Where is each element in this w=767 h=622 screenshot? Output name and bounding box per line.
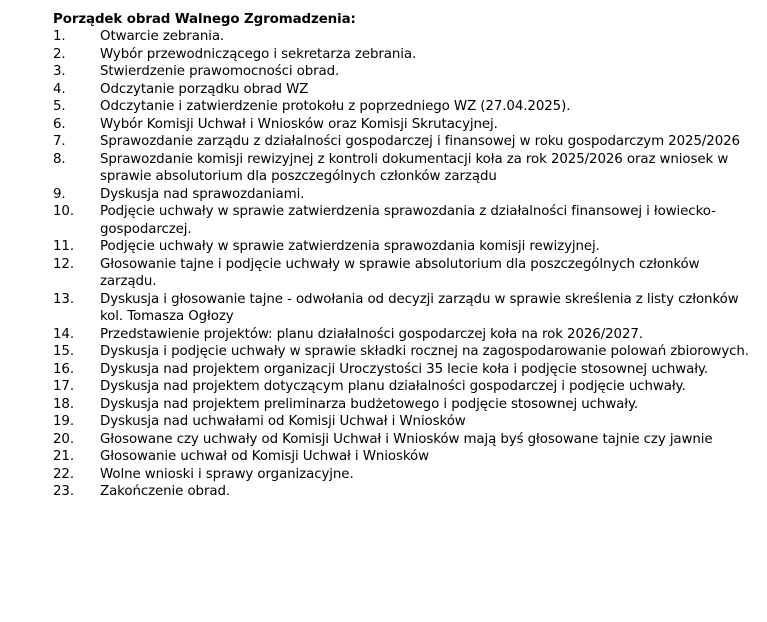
agenda-item <box>53 291 753 326</box>
agenda-item-text: Dyskusja i podjęcie uchwały w sprawie składki rocznej na zagospodarowanie polowań zbiorowych. <box>100 344 749 359</box>
agenda-item <box>53 151 753 186</box>
agenda-item-number: 9. <box>53 186 66 202</box>
agenda-item-text: Głosowanie uchwał od Komisji Uchwał i Wniosków <box>100 449 429 464</box>
agenda-item-number: 22. <box>53 466 74 482</box>
agenda-item <box>53 116 753 134</box>
agenda-item-text: Dyskusja i głosowanie tajne - odwołania od decyzji zarządu w sprawie skreślenia z listy członków kol. Tomasza Ogłozy <box>100 291 739 324</box>
agenda-item <box>53 361 753 379</box>
agenda-item-text: Stwierdzenie prawomocności obrad. <box>100 64 340 79</box>
agenda-list <box>53 28 753 501</box>
agenda-item <box>53 203 753 238</box>
agenda-item-text: Głosowanie tajne i podjęcie uchwały w sprawie absolutorium dla poszczególnych członków zarządu. <box>100 256 700 289</box>
agenda-item-text: Podjęcie uchwały w sprawie zatwierdzenia sprawozdania z działalności finansowej i łowiecko-gospodarczej. <box>100 204 716 237</box>
agenda-item-text: Przedstawienie projektów: planu działalności gospodarczej koła na rok 2026/2027. <box>100 326 643 342</box>
agenda-item <box>53 431 753 449</box>
agenda-item <box>53 186 753 204</box>
agenda-item <box>53 343 753 361</box>
agenda-item <box>53 326 753 344</box>
agenda-item <box>53 46 753 64</box>
agenda-item <box>53 63 753 81</box>
agenda-item <box>53 98 753 116</box>
agenda-item-text: Sprawozdanie komisji rewizyjnej z kontroli dokumentacji koła za rok 2025/2026 oraz wniosek w sprawie absolutorium dla poszczególnych członków zarządu <box>100 151 729 184</box>
agenda-item-number: 13. <box>53 291 74 307</box>
agenda-item <box>53 466 753 484</box>
agenda-item-text: Odczytanie i zatwierdzenie protokołu z poprzedniego WZ (27.04.2025). <box>100 99 571 114</box>
agenda-item-text: Głosowane czy uchwały od Komisji Uchwał i Wniosków mają byś głosowane tajnie czy jawnie <box>100 431 713 447</box>
agenda-item-text: Dyskusja nad projektem dotyczącym planu działalności gospodarczej i podjęcie uchwały. <box>100 379 686 394</box>
agenda-item-number: 11. <box>53 239 74 254</box>
agenda-item <box>53 238 753 256</box>
agenda-item-number: 2. <box>53 46 66 62</box>
agenda-item-text: Podjęcie uchwały w sprawie zatwierdzenia sprawozdania komisji rewizyjnej. <box>100 239 600 254</box>
agenda-item-number: 7. <box>53 134 66 149</box>
agenda-item-number: 1. <box>53 29 66 44</box>
agenda-item <box>53 28 753 46</box>
agenda-item-number: 21. <box>53 449 74 464</box>
agenda-item-number: 15. <box>53 344 74 359</box>
agenda-item-text: Wybór Komisji Uchwał i Wniosków oraz Komisji Skrutacyjnej. <box>100 116 498 132</box>
agenda-item <box>53 396 753 414</box>
agenda-item-number: 23. <box>53 484 74 499</box>
agenda-item-number: 4. <box>53 81 66 97</box>
agenda-item-text: Zakończenie obrad. <box>100 484 231 499</box>
agenda-item-text: Dyskusja nad projektem preliminarza budżetowego i podjęcie stosownej uchwały. <box>100 396 639 412</box>
agenda-item-number: 18. <box>53 396 74 412</box>
agenda-item-number: 10. <box>53 204 74 219</box>
agenda-item-text: Sprawozdanie zarządu z działalności gospodarczej i finansowej w roku gospodarczym 2025/2026 <box>100 134 740 149</box>
agenda-item-number: 8. <box>53 151 66 167</box>
document-title: Porządek obrad Walnego Zgromadzenia: <box>53 12 356 27</box>
agenda-item <box>53 378 753 396</box>
agenda-item <box>53 483 753 501</box>
agenda-item-number: 5. <box>53 99 66 114</box>
agenda-item-text: Dyskusja nad projektem organizacji Uroczystości 35 lecie koła i podjęcie stosownej uchwały. <box>100 361 708 377</box>
agenda-item-number: 20. <box>53 431 74 447</box>
agenda-item-number: 3. <box>53 64 66 79</box>
agenda-document <box>53 11 753 501</box>
agenda-item <box>53 81 753 99</box>
agenda-item-number: 12. <box>53 256 74 272</box>
agenda-item-text: Odczytanie porządku obrad WZ <box>100 81 309 97</box>
agenda-item <box>53 256 753 291</box>
agenda-item-text: Dyskusja nad uchwałami od Komisji Uchwał i Wniosków <box>100 414 466 429</box>
agenda-item-number: 14. <box>53 326 74 342</box>
agenda-item-number: 17. <box>53 379 74 394</box>
agenda-item-text: Wolne wnioski i sprawy organizacyjne. <box>100 466 354 482</box>
agenda-item-number: 6. <box>53 116 66 132</box>
agenda-item-text: Wybór przewodniczącego i sekretarza zebrania. <box>100 46 417 62</box>
agenda-item-number: 19. <box>53 414 74 429</box>
agenda-item <box>53 448 753 466</box>
agenda-item <box>53 133 753 151</box>
agenda-item-text: Dyskusja nad sprawozdaniami. <box>100 186 305 202</box>
agenda-item-text: Otwarcie zebrania. <box>100 29 225 44</box>
agenda-item-number: 16. <box>53 361 74 377</box>
agenda-item <box>53 413 753 431</box>
